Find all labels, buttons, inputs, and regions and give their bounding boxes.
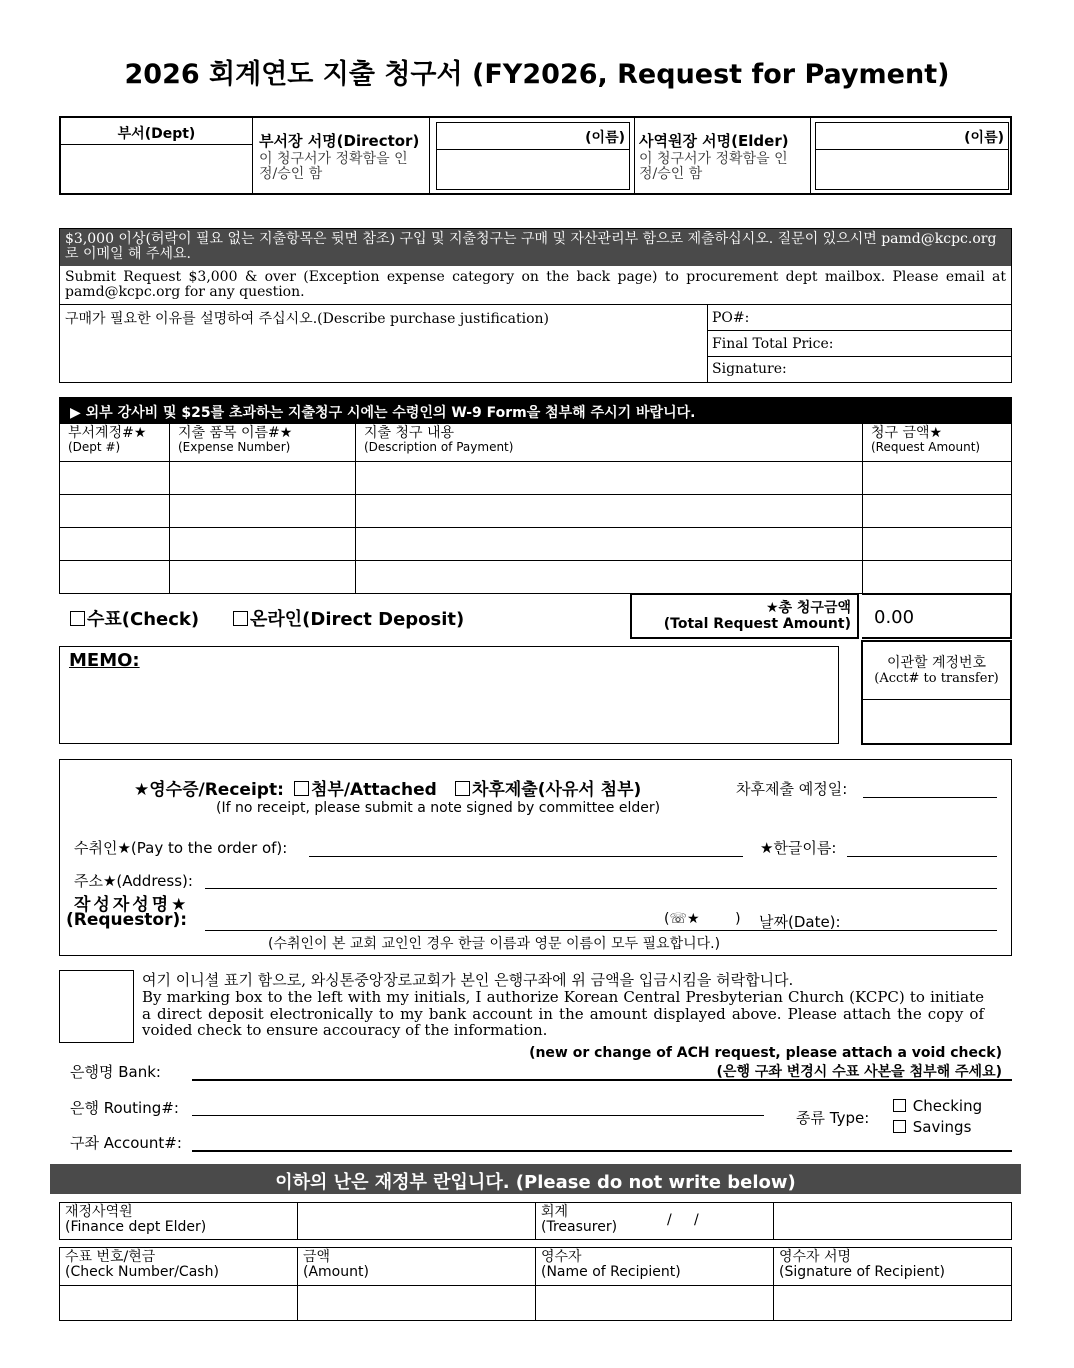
korean-name-input[interactable] [847,856,997,857]
date-label: 날짜(Date): [759,913,841,931]
routing-label: 은행 Routing#: [70,1099,179,1117]
director-name-label: (이름) [585,130,625,146]
header-expense-number [178,426,292,455]
col-signature-en: (Signature of Recipient) [779,1264,945,1281]
savings-option[interactable] [893,1118,971,1136]
approval-section [59,116,1012,195]
col-recipient [541,1250,681,1281]
treasurer-label [541,1205,617,1236]
dept-label: 부서(Dept) [117,126,196,142]
korean-name-label: ★한글이름: [760,839,837,857]
elder-label: 사역원장 서명(Elder) [639,132,789,150]
check-label: 수표(Check) [87,609,200,630]
treasurer-en: (Treasurer) [541,1219,618,1236]
initials-box[interactable] [59,970,134,1043]
account-label: 구좌 Account#: [70,1134,182,1152]
acct-transfer-input[interactable] [863,700,1010,743]
bank-input[interactable] [192,1079,1012,1081]
header-expense-en: (Expense Number) [178,440,291,455]
table-row[interactable] [60,1286,1011,1320]
col-amount-en: (Amount) [303,1264,369,1281]
ach-note-1: (new or change of ACH request, please attach a void check) [529,1045,1002,1061]
table-row[interactable] [60,561,1011,593]
receipt-later-checkbox[interactable] [455,781,470,796]
po-number-field[interactable]: PO#: [712,310,750,326]
direct-deposit-checkbox[interactable] [233,611,248,626]
col-recipient-ko: 영수자 [541,1249,582,1265]
treasurer-date[interactable]: / / [667,1212,699,1228]
account-input[interactable] [192,1150,1012,1152]
later-date-label: 차후제출 예정일: [736,780,848,798]
bank-label: 은행명 Bank: [70,1063,161,1081]
expense-section [59,397,1012,594]
receipt-attached-checkbox[interactable] [294,781,309,796]
receipt-attached-label: 첨부/Attached [311,780,437,800]
header-request-amount [871,426,980,455]
requestor-label-ko: 작성자성명★ [74,895,190,915]
savings-checkbox[interactable] [893,1120,906,1133]
total-amount-value: 0.00 [874,607,915,628]
later-date-input[interactable] [863,797,997,798]
procurement-banner: $3,000 이상(허락이 필요 없는 지출항목은 뒷면 참조) 구입 및 지출청구는 구매 및 자산관리부 함으로 제출하십시오. 질문이 있으시면 pamd@kcpc.org로 이메일 해 주세요. [60,229,1011,266]
finance-elder-en: (Finance dept Elder) [65,1219,207,1236]
authorization-ko: 여기 이니셜 표기 함으로, 와싱톤중앙장로교회가 본인 은행구좌에 위 금액을 입금시킴을 허락합니다. [142,971,794,989]
table-row[interactable] [60,462,1011,494]
header-amount-en: (Request Amount) [871,440,981,455]
check-option[interactable] [70,605,199,631]
acct-transfer-box [861,640,1012,745]
receipt-later-option[interactable] [455,775,641,800]
page-title: 2026 회계연도 지출 청구서 (FY2026, Request for Payment) [124,59,950,90]
finance-signoff-table [59,1202,1012,1240]
elder-name-label: (이름) [964,130,1004,146]
director-label: 부서장 서명(Director) [259,132,420,150]
type-label: 종류 Type: [796,1109,870,1127]
receipt-label: ★영수증/Receipt: [134,780,284,800]
col-amount [303,1250,369,1281]
header-description-ko: 지출 청구 내용 [364,425,455,441]
address-label: 주소★(Address): [74,872,193,890]
ach-note-2: (은행 구좌 변경시 수표 사본을 첨부해 주세요) [716,1064,1002,1080]
no-receipt-note: (If no receipt, please submit a note signed by committee elder) [216,800,661,816]
check-checkbox[interactable] [70,611,85,626]
treasurer-ko: 회계 [541,1204,569,1220]
header-dept-number [68,426,146,455]
memo-label: MEMO: [69,650,140,671]
procurement-section [59,228,1012,383]
header-amount-ko: 청구 금액★ [871,425,943,441]
payee-input[interactable] [309,856,743,857]
requestor-input[interactable] [205,930,997,931]
treasurer-signature-input[interactable] [774,1203,1011,1239]
total-label-ko: ★총 청구금액 [765,600,851,616]
receipt-section [59,759,1012,956]
header-expense-ko: 지출 품목 이름#★ [178,425,293,441]
header-description [364,426,513,455]
finance-elder-ko: 재정사역원 [65,1204,133,1220]
justification-label: 구매가 필요한 이유를 설명하여 주십시오.(Describe purchase justification) [65,311,549,327]
col-recipient-signature [779,1250,945,1281]
savings-label: Savings [912,1118,972,1136]
col-signature-ko: 영수자 서명 [779,1249,852,1265]
header-dept-ko: 부서계정#★ [68,425,147,441]
finance-banner: 이하의 난은 재정부 란입니다. (Please do not write below) [50,1164,1021,1194]
address-input[interactable] [205,888,997,889]
table-row[interactable] [60,495,1011,527]
table-row[interactable] [60,528,1011,560]
director-signature-box[interactable] [436,122,630,190]
final-total-field[interactable]: Final Total Price: [712,336,834,352]
header-description-en: (Description of Payment) [364,440,514,455]
dept-input[interactable] [61,145,252,193]
col-amount-ko: 금액 [303,1249,331,1265]
checking-label: Checking [912,1097,983,1115]
direct-deposit-label: 온라인(Direct Deposit) [250,609,465,630]
checking-checkbox[interactable] [893,1099,906,1112]
elder-signature-box[interactable] [815,122,1009,190]
director-note: 이 청구서가 정확함을 인정/승인 함 [259,151,408,183]
name-note: (수취인이 본 교회 교인인 경우 한글 이름과 영문 이름이 모두 필요합니다.) [268,936,721,952]
total-label-box [630,593,859,639]
finance-elder-label [65,1205,206,1236]
receipt-later-label: 차후제출(사유서 첨부) [472,780,642,800]
total-amount-box[interactable] [862,593,1012,639]
finance-elder-input[interactable] [298,1203,534,1239]
justification-input[interactable] [60,325,705,381]
authorization-en: By marking box to the left with my initials, I authorize Korean Central Presbyterian Church (KCPC) to initiate a direct deposit electronically to my bank account in the amount displayed above. Please attach the copy of voided check to ensure accouracy of the information. [142,988,984,1039]
routing-input[interactable] [192,1115,764,1116]
col-check-number-en: (Check Number/Cash) [65,1264,219,1281]
col-recipient-en: (Name of Recipient) [541,1264,681,1281]
header-dept-en: (Dept #) [68,440,121,455]
receipt-attached-option[interactable] [294,775,437,800]
elder-note: 이 청구서가 정확함을 인정/승인 함 [639,151,788,183]
w9-banner: ▶ 외부 강사비 및 $25를 초과하는 지출청구 시에는 수령인의 W-9 Form을 첨부해 주시기 바랍니다. [60,398,1011,424]
memo-box[interactable] [59,646,839,744]
acct-transfer-en: (Acct# to transfer) [874,671,999,686]
direct-deposit-option[interactable] [233,605,464,631]
checking-option[interactable] [893,1097,982,1115]
payee-label: 수취인★(Pay to the order of): [74,839,288,857]
total-label-en: (Total Request Amount) [663,616,851,632]
acct-transfer-ko: 이관할 계정번호 [886,655,987,671]
procurement-instructions: Submit Request $3,000 & over (Exception expense category on the back page) to procurement dept mailbox. Please email at pamd@kcpc.org for any question. [65,269,1006,301]
signature-field[interactable]: Signature: [712,361,787,377]
phone-label: (☏★ ) [664,911,741,927]
col-check-number-ko: 수표 번호/현금 [65,1249,156,1265]
requestor-label-en: (Requestor): [66,910,188,930]
payment-record-table [59,1247,1012,1321]
col-check-number [65,1250,219,1281]
